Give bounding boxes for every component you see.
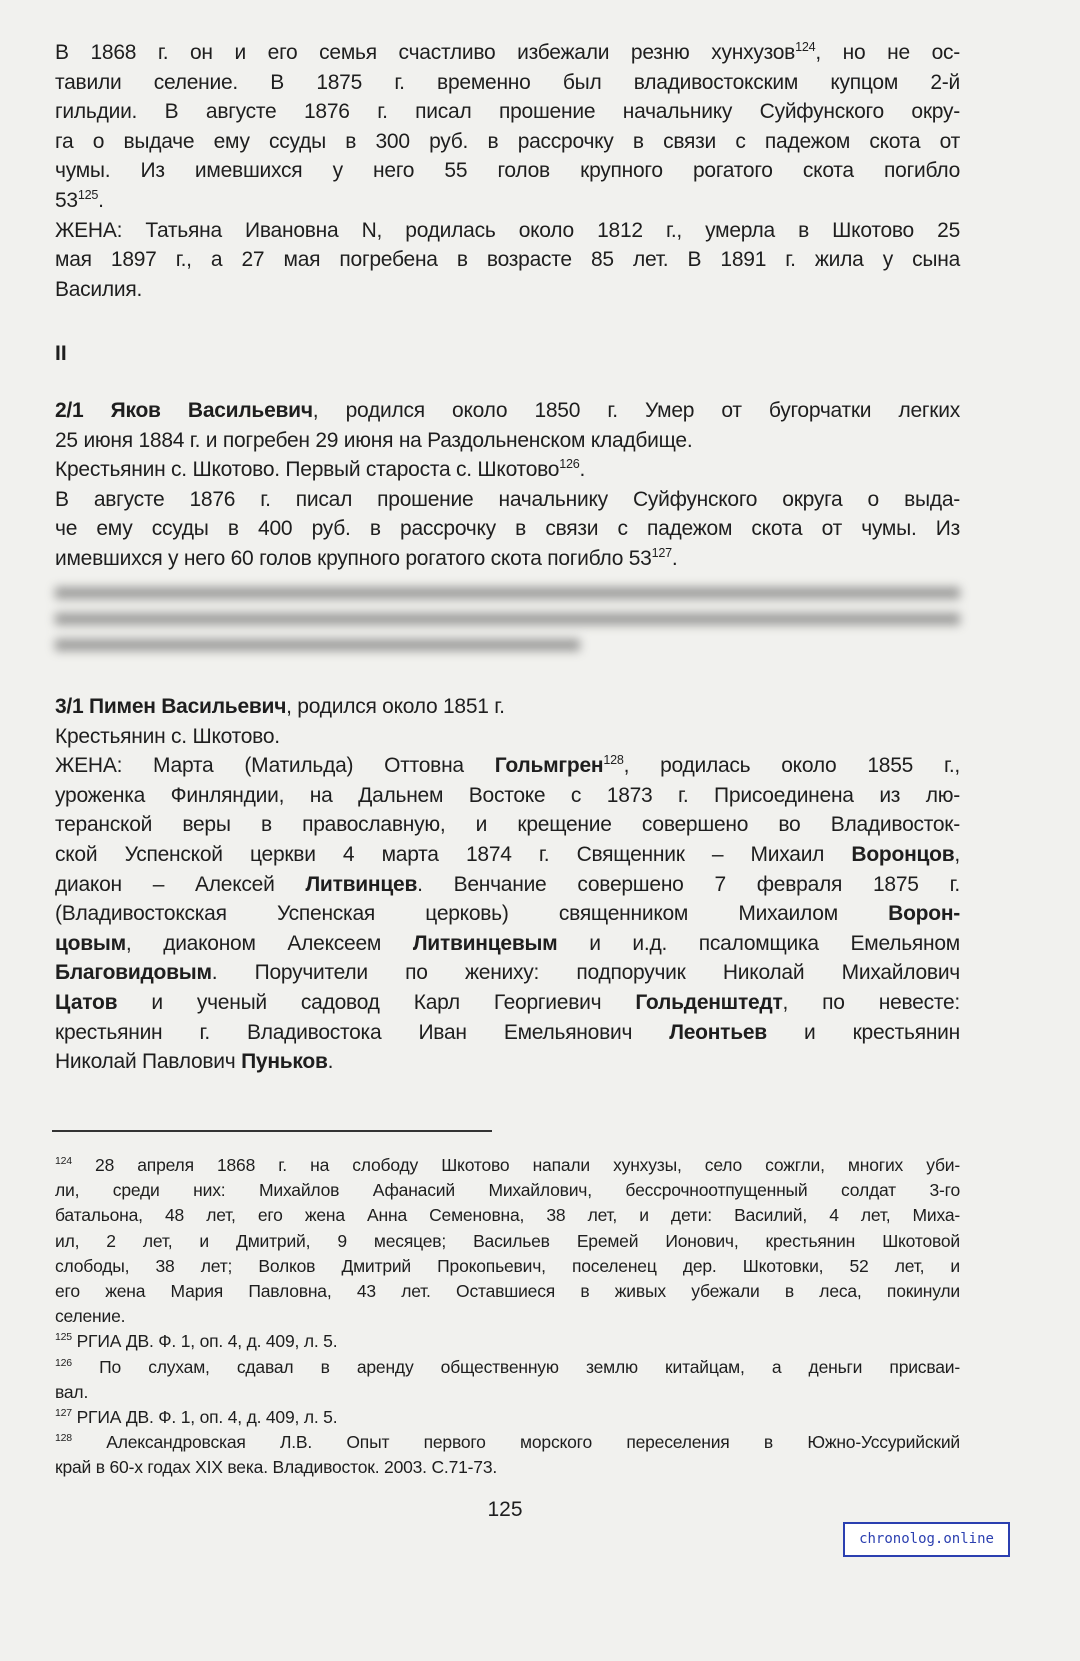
- text-line: [55, 275, 960, 305]
- text-line: [55, 810, 960, 840]
- text-run: 25 июня 1884 г. и погребен 29 июня на Раздольненском кладбище.: [55, 428, 693, 452]
- text-run: Николай Павлович: [55, 1050, 242, 1074]
- bold-name: Цатов: [55, 990, 118, 1014]
- text-line: [55, 245, 960, 275]
- text-line: [55, 840, 960, 870]
- text-run: .: [98, 188, 104, 212]
- text-run: и ученый садовод Карл Георгиевич: [117, 990, 636, 1014]
- text-run: В августе 1876 г. писал прошение начальнику Суйфунского округа о выда-: [55, 487, 960, 511]
- bold-name: Литвинцев: [305, 872, 418, 896]
- footnote-ref: 128: [55, 1432, 72, 1445]
- text-run: и и.д. псаломщика Емельяном: [557, 931, 960, 955]
- text-line: [55, 1304, 960, 1329]
- text-line: [55, 1229, 960, 1254]
- bold-name: цовым: [55, 931, 126, 955]
- text-run: РГИА ДВ. Ф. 1, оп. 4, д. 409, л. 5.: [71, 1331, 338, 1352]
- text-run: вал.: [55, 1381, 89, 1402]
- text-line: [55, 1430, 960, 1455]
- text-line: [55, 68, 960, 98]
- text-line: [55, 485, 960, 515]
- text-run: , родился около 1851 г.: [286, 695, 505, 718]
- text-line: [55, 514, 960, 544]
- text-line: [55, 97, 960, 127]
- bold-name: Ворон-: [888, 902, 960, 926]
- bold-name: Воронцов: [851, 842, 955, 866]
- text-line: [55, 127, 960, 157]
- text-line: [55, 958, 960, 988]
- text-run: В 1868 г. он и его семья счастливо избежали резню хунхузов: [55, 41, 796, 64]
- footnote-ref: 126: [55, 1356, 72, 1369]
- text-run: Александровская Л.В. Опыт первого морского переселения в Южно-Уссурийский: [71, 1432, 960, 1453]
- footnotes: [55, 1153, 960, 1480]
- text-run: га о выдаче ему ссуды в 300 руб. в рассрочку в связи с падежом скота от: [55, 129, 960, 153]
- text-line: [55, 1279, 960, 1304]
- text-run: 28 апреля 1868 г. на слободу Шкотово напали хунхузы, село сожгли, многих уби-: [71, 1155, 960, 1175]
- text-run: его жена Мария Павловна, 43 лет. Оставшиеся в живых убежали в леса, покинули: [55, 1280, 960, 1301]
- text-run: крестьянин г. Владивостока Иван Емельянович: [55, 1020, 670, 1044]
- paragraph-family-entry-1: [55, 38, 960, 304]
- text-run: слободы, 38 лет; Волков Дмитрий Прокопьевич, поселенец дер. Шкотовки, 52 лет, и: [55, 1255, 960, 1276]
- text-line: [55, 929, 960, 959]
- text-line: [55, 1254, 960, 1279]
- text-run: , родился около 1850 г. Умер от бугорчатки легких: [312, 399, 960, 422]
- text-line: [55, 692, 960, 722]
- text-run: Василия.: [55, 277, 143, 301]
- entry-yakov-vasilievich: [55, 396, 960, 574]
- text-run: гильдии. В августе 1876 г. писал прошение начальнику Суйфунского окру-: [55, 100, 960, 124]
- text-line: [55, 1355, 960, 1380]
- text-line: [55, 781, 960, 811]
- text-run: мая 1897 г., а 27 мая погребена в возрасте 85 лет. В 1891 г. жила у сына: [55, 248, 960, 272]
- footnote-ref: 127: [651, 545, 672, 560]
- text-run: селение.: [55, 1306, 126, 1327]
- text-line: [55, 722, 960, 752]
- text-line: [55, 1203, 960, 1228]
- text-line: [55, 1380, 960, 1405]
- text-line: [55, 899, 960, 929]
- text-line: [55, 544, 960, 574]
- text-line: [55, 38, 960, 68]
- text-run: тавили селение. В 1875 г. временно был владивостокским купцом 2-й: [55, 70, 960, 94]
- text-line: [55, 988, 960, 1018]
- footnote-ref: 124: [55, 1155, 72, 1168]
- text-run: , диаконом Алексеем: [125, 931, 413, 955]
- generation-heading: II: [55, 342, 67, 365]
- text-run: батальона, 48 лет, его жена Анна Семеновна, 38 лет, и дети: Василий, 4 лет, Миха-: [55, 1205, 960, 1226]
- page-number: 125: [487, 1498, 523, 1521]
- bold-name: Пуньков: [241, 1050, 328, 1074]
- footnote-ref: 124: [795, 39, 816, 54]
- text-run: ,: [954, 842, 960, 866]
- text-line: [55, 1047, 960, 1077]
- text-run: . Венчание совершено 7 февраля 1875 г.: [417, 872, 961, 896]
- footnote-ref: 125: [77, 187, 99, 202]
- text-run: ил, 2 лет, и Дмитрий, 9 месяцев; Васильев Еремей Ионович, крестьянин Шкотовой: [55, 1230, 960, 1251]
- footnote-ref: 127: [55, 1407, 72, 1420]
- text-run: чумы. Из имевшихся у него 55 голов крупного рогатого скота погибло: [55, 159, 960, 183]
- text-run: ЖЕНА: Татьяна Ивановна N, родилась около 1812 г., умерла в Шкотово 25: [55, 218, 960, 242]
- footnote-ref: 125: [55, 1331, 72, 1344]
- bold-name: 3/1 Пимен Васильевич: [55, 695, 287, 718]
- text-line: [55, 1329, 960, 1354]
- text-run: че ему ссуды в 400 руб. в рассрочку в связи с падежом скота от чумы. Из: [55, 517, 960, 541]
- text-run: .: [327, 1050, 334, 1074]
- text-run: имевшихся у него 60 голов крупного рогатого скота погибло 53: [55, 546, 652, 570]
- footnote-ref: 128: [603, 753, 624, 767]
- bold-name: 2/1 Яков Васильевич: [55, 399, 313, 422]
- text-run: .: [579, 458, 586, 482]
- text-run: . Поручители по жениху: подпоручик Николай Михайлович: [211, 961, 960, 985]
- text-run: , но не ос-: [815, 41, 960, 64]
- text-run: (Владивостокская Успенская церковь) священником Михаилом: [55, 902, 889, 926]
- text-line: [55, 1405, 960, 1430]
- text-run: , по невесте:: [782, 990, 961, 1014]
- bold-name: Благовидовым: [55, 961, 212, 985]
- text-run: 53: [55, 188, 78, 212]
- footnote-divider: [52, 1130, 492, 1132]
- text-line: [55, 1178, 960, 1203]
- text-line: [55, 186, 960, 216]
- text-run: ЖЕНА: Марта (Матильда) Оттовна: [55, 754, 495, 778]
- text-line: [55, 870, 960, 900]
- text-run: край в 60-х годах XIX века. Владивосток. 2003. С.71-73.: [55, 1457, 498, 1478]
- text-run: диакон – Алексей: [55, 872, 306, 896]
- text-line: [55, 156, 960, 186]
- text-line: [55, 216, 960, 246]
- text-run: Крестьянин с. Шкотово.: [55, 724, 280, 748]
- text-line: [55, 751, 960, 781]
- text-run: и крестьянин: [766, 1020, 960, 1044]
- text-run: Крестьянин с. Шкотово. Первый староста с. Шкотово: [55, 458, 560, 482]
- entry-pimen-vasilievich: [55, 692, 960, 1077]
- text-run: РГИА ДВ. Ф. 1, оп. 4, д. 409, л. 5.: [71, 1406, 338, 1427]
- text-run: уроженка Финляндии, на Дальнем Востоке с 1873 г. Присоединена из лю-: [55, 783, 960, 807]
- text-line: [55, 1018, 960, 1048]
- text-line: [55, 455, 960, 485]
- text-run: По слухам, сдавал в аренду общественную землю китайцам, а деньги присваи-: [71, 1356, 960, 1377]
- text-run: .: [671, 546, 678, 570]
- text-line: [55, 396, 960, 426]
- text-run: , родилась около 1855 г.,: [623, 754, 960, 778]
- bold-name: Гольмгрен: [494, 754, 604, 778]
- bold-name: Леонтьев: [669, 1020, 767, 1044]
- text-run: теранской веры в православную, и крещение совершено во Владивосток-: [55, 813, 960, 837]
- text-run: ской Успенской церкви 4 марта 1874 г. Священник – Михаил: [55, 842, 852, 866]
- text-run: ли, среди них: Михайлов Афанасий Михайлович, бессрочноотпущенный солдат 3-го: [55, 1180, 960, 1201]
- footnote-ref: 126: [559, 457, 580, 471]
- text-line: [55, 1455, 960, 1480]
- bold-name: Гольденштедт: [635, 990, 783, 1014]
- bold-name: Литвинцевым: [412, 931, 558, 955]
- text-line: [55, 426, 960, 456]
- watermark-link[interactable]: chronolog.online: [843, 1522, 1010, 1557]
- blurred-text-region: [55, 578, 960, 663]
- text-line: [55, 1153, 960, 1178]
